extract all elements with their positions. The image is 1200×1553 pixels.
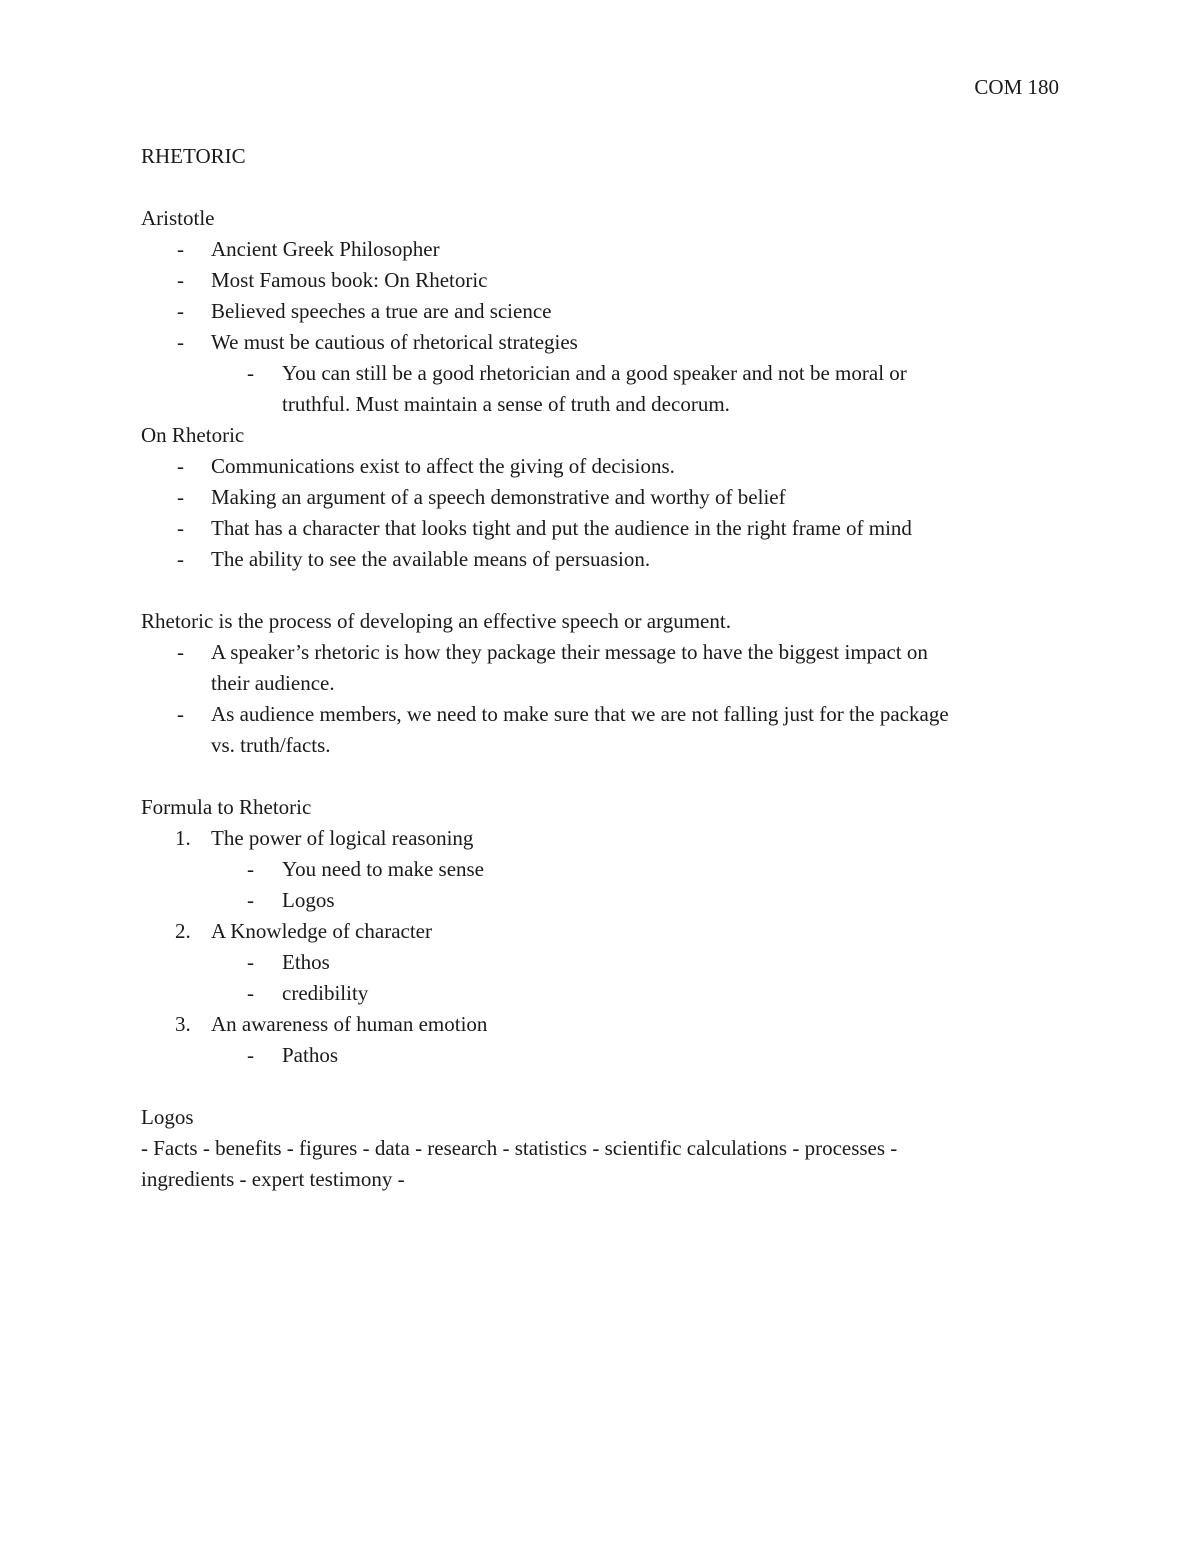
bullet-dash: - <box>177 516 184 540</box>
list-item: - Believed speeches a true are and science <box>141 296 1061 327</box>
numbered-item: 1. The power of logical reasoning <box>141 823 1061 854</box>
bullet-dash: - <box>177 485 184 509</box>
spacer <box>141 1071 1061 1102</box>
list-number: 2. <box>175 919 191 943</box>
list-item: - Making an argument of a speech demonstrative and worthy of belief <box>141 482 1061 513</box>
bullet-dash: - <box>177 268 184 292</box>
spacer <box>141 172 1061 203</box>
bullet-dash: - <box>177 640 184 664</box>
list-item: - Most Famous book: On Rhetoric <box>141 265 1061 296</box>
bullet-dash: - <box>247 888 254 912</box>
list-item: - As audience members, we need to make sure that we are not falling just for the package <box>141 699 1061 730</box>
list-item-continuation: their audience. <box>211 671 335 695</box>
list-item-continuation: vs. truth/facts. <box>211 733 331 757</box>
logos-list-line: - Facts - benefits - figures - data - research - statistics - scientific calculations - processes - <box>141 1136 898 1160</box>
sub-list-item: - You need to make sense <box>141 854 1061 885</box>
logos-list-line: ingredients - expert testimony - <box>141 1167 405 1191</box>
logos-heading: Logos <box>141 1105 194 1129</box>
bullet-dash: - <box>247 1043 254 1067</box>
bullet-dash: - <box>247 361 254 385</box>
sub-list-item: - You can still be a good rhetorician and a good speaker and not be moral or <box>141 358 1061 389</box>
spacer <box>141 575 1061 606</box>
rhetoric-definition: Rhetoric is the process of developing an effective speech or argument. <box>141 609 731 633</box>
list-number: 1. <box>175 826 191 850</box>
bullet-dash: - <box>247 950 254 974</box>
sub-list-item: - credibility <box>141 978 1061 1009</box>
formula-heading: Formula to Rhetoric <box>141 795 312 819</box>
list-number: 3. <box>175 1012 191 1036</box>
bullet-dash: - <box>247 857 254 881</box>
list-item: - Ancient Greek Philosopher <box>141 234 1061 265</box>
list-item: - Communications exist to affect the giving of decisions. <box>141 451 1061 482</box>
document-body <box>141 141 1061 1195</box>
sub-list-item: - Logos <box>141 885 1061 916</box>
page-title: RHETORIC <box>141 144 246 168</box>
bullet-dash: - <box>247 981 254 1005</box>
list-item: - That has a character that looks tight and put the audience in the right frame of mind <box>141 513 1061 544</box>
bullet-dash: - <box>177 237 184 261</box>
course-header: COM 180 <box>974 75 1059 99</box>
bullet-dash: - <box>177 547 184 571</box>
bullet-dash: - <box>177 299 184 323</box>
numbered-item: 2. A Knowledge of character <box>141 916 1061 947</box>
on-rhetoric-heading: On Rhetoric <box>141 423 245 447</box>
aristotle-heading: Aristotle <box>141 206 215 230</box>
numbered-item: 3. An awareness of human emotion <box>141 1009 1061 1040</box>
list-item: - The ability to see the available means of persuasion. <box>141 544 1061 575</box>
list-item: - A speaker’s rhetoric is how they package their message to have the biggest impact on <box>141 637 1061 668</box>
bullet-dash: - <box>177 330 184 354</box>
bullet-dash: - <box>177 702 184 726</box>
bullet-dash: - <box>177 454 184 478</box>
sub-list-item-continuation: truthful. Must maintain a sense of truth and decorum. <box>282 392 730 416</box>
list-item: - We must be cautious of rhetorical strategies <box>141 327 1061 358</box>
sub-list-item: - Pathos <box>141 1040 1061 1071</box>
sub-list-item: - Ethos <box>141 947 1061 978</box>
spacer <box>141 761 1061 792</box>
